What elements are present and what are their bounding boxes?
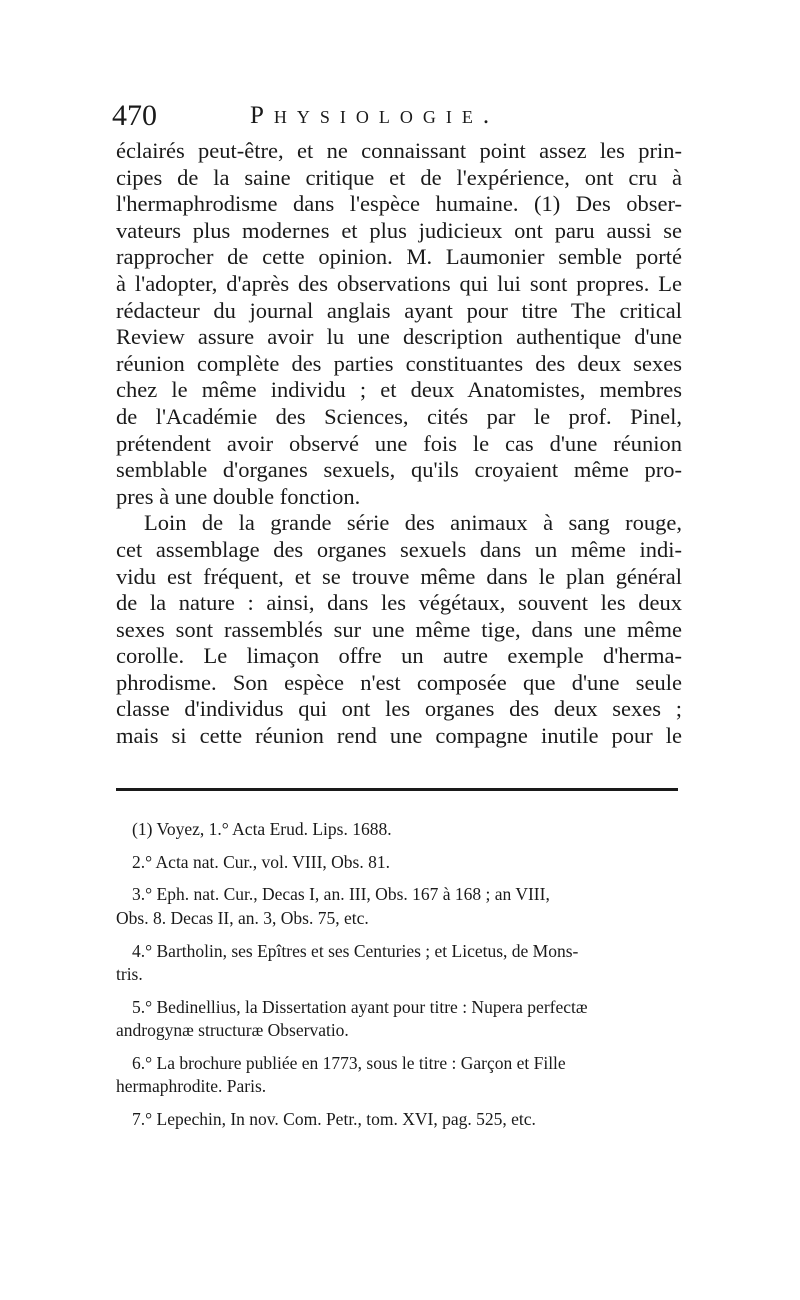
footnote-line: 2.° Acta nat. Cur., vol. VIII, Obs. 81. (132, 851, 390, 872)
footnote (116, 1052, 678, 1099)
text-line: cipes de la saine critique et de l'expérience, ont cru à (116, 164, 682, 190)
footnote-line: hermaphrodite. Paris. (116, 1076, 267, 1097)
text-line: vateurs plus modernes et plus judicieux ont paru aussi se (116, 217, 682, 243)
footnote-line: 5.° Bedinellius, la Dissertation ayant pour titre : Nupera perfectæ (132, 996, 588, 1017)
footnote (116, 883, 678, 930)
text-line: semblable d'organes sexuels, qu'ils croyaient même pro- (116, 457, 682, 483)
text-line: corolle. Le limaçon offre un autre exemple d'herma- (116, 643, 682, 669)
footnote (116, 818, 678, 842)
text-line: rapprocher de cette opinion. M. Laumonier semble porté (116, 244, 682, 270)
text-line: de l'Académie des Sciences, cités par le prof. Pinel, (116, 403, 682, 429)
page-number: 470 (112, 99, 157, 132)
footnote-line: 3.° Eph. nat. Cur., Decas I, an. III, Obs. 167 à 168 ; an VIII, (132, 884, 550, 905)
footnote-line: (1) Voyez, 1.° Acta Erud. Lips. 1688. (132, 819, 392, 839)
text-line: rédacteur du journal anglais ayant pour titre The critical (116, 297, 682, 323)
text-line: vidu est fréquent, et se trouve même dans le plan général (116, 563, 682, 589)
text-line: l'hermaphrodisme dans l'espèce humaine. (1) Des obser- (116, 191, 682, 217)
text-line: pres à une double fonction. (116, 483, 361, 509)
footnote-rule (116, 788, 678, 791)
text-line: de la nature : ainsi, dans les végétaux, souvent les deux (116, 590, 682, 616)
text-line: Loin de la grande série des animaux à sang rouge, (144, 510, 682, 536)
footnotes (116, 818, 678, 1141)
footnote (116, 851, 678, 875)
text-line: sexes sont rassemblés sur une même tige, dans une même (116, 616, 682, 642)
running-title: Physiologie. (250, 102, 500, 129)
page-header (112, 96, 672, 136)
footnote-line: Obs. 8. Decas II, an. 3, Obs. 75, etc. (116, 907, 369, 928)
footnote-line: androgynæ structuræ Observatio. (116, 1020, 349, 1041)
text-line: Review assure avoir lu une description authentique d'une (116, 324, 682, 350)
text-line: phrodisme. Son espèce n'est composée que d'une seule (116, 669, 682, 695)
text-line: réunion complète des parties constituantes des deux sexes (116, 350, 682, 376)
footnote-line: 7.° Lepechin, In nov. Com. Petr., tom. XVI, pag. 525, etc. (132, 1109, 536, 1130)
main-text (116, 138, 682, 750)
text-line: chez le même individu ; et deux Anatomistes, membres (116, 377, 682, 403)
footnote-line: 4.° Bartholin, ses Epîtres et ses Centuries ; et Licetus, de Mons- (132, 940, 579, 961)
footnote (116, 1108, 678, 1132)
text-line: éclairés peut-être, et ne connaissant point assez les prin- (116, 138, 682, 163)
text-line: à l'adopter, d'après des observations qui lui sont propres. Le (116, 270, 682, 296)
text-line: classe d'individus qui ont les organes des deux sexes ; (116, 696, 682, 722)
footnote-line: 6.° La brochure publiée en 1773, sous le titre : Garçon et Fille (132, 1052, 566, 1073)
footnote (116, 940, 678, 987)
footnote (116, 996, 678, 1043)
text-line: mais si cette réunion rend une compagne inutile pour le (116, 723, 682, 749)
footnote-line: tris. (116, 964, 143, 985)
text-line: cet assemblage des organes sexuels dans un même indi- (116, 536, 682, 562)
text-line: prétendent avoir observé une fois le cas d'une réunion (116, 430, 682, 456)
